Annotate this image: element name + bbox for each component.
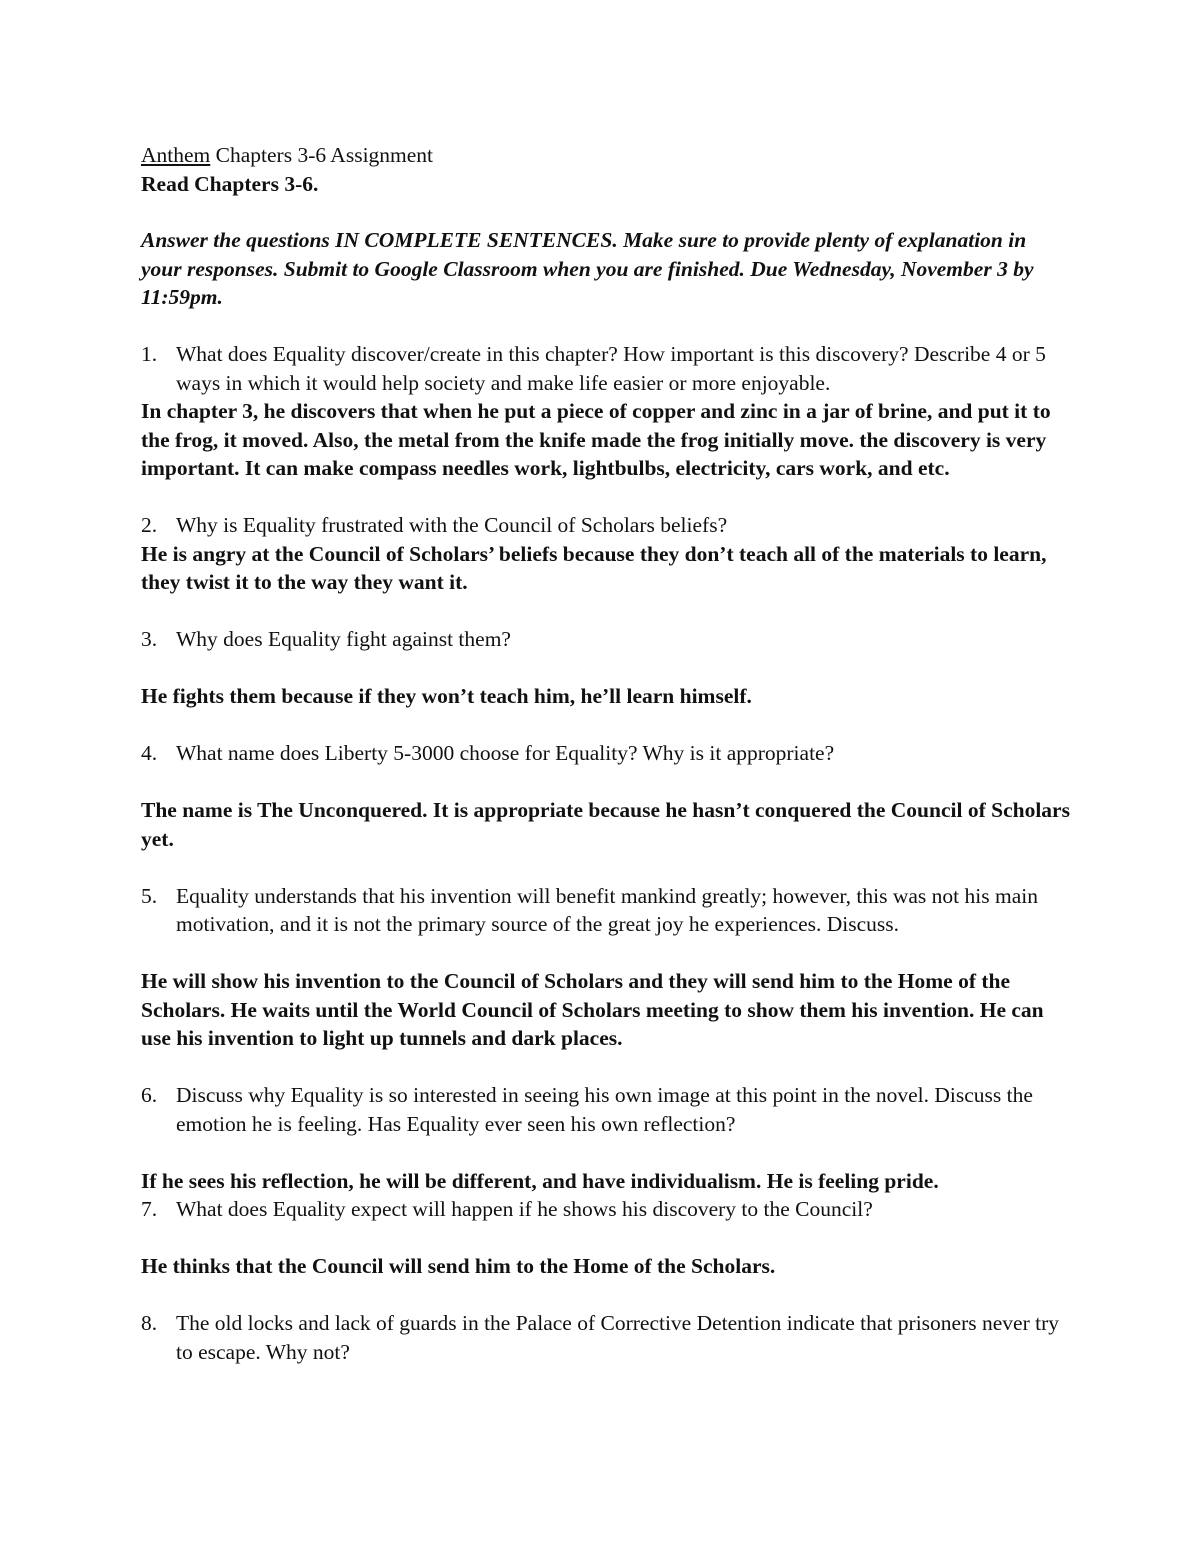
spacer — [141, 939, 1071, 968]
reading-instruction: Read Chapters 3-6. — [141, 171, 319, 196]
answer-2: He is angry at the Council of Scholars’ beliefs because they don’t teach all of the materials to learn, they twist it to the way they want it. — [141, 541, 1047, 594]
assignment-title-rest: Chapters 3-6 Assignment — [210, 143, 434, 167]
spacer — [141, 711, 1071, 740]
question-number: 4. — [141, 741, 158, 765]
question-text: Why is Equality frustrated with the Council of Scholars beliefs? — [176, 513, 728, 537]
answer-4: The name is The Unconquered. It is appropriate because he hasn’t conquered the Council of Scholars yet. — [141, 798, 1070, 851]
answer-3: He fights them because if they won’t teach him, he’ll learn himself. — [141, 684, 752, 708]
question-number: 1. — [141, 342, 158, 366]
spacer — [141, 1224, 1071, 1253]
question-number: 6. — [141, 1083, 158, 1107]
spacer — [141, 483, 1071, 512]
answer-6: If he sees his reflection, he will be different, and have individualism. He is feeling pride. — [141, 1168, 939, 1193]
spacer — [141, 1138, 1071, 1167]
question-number: 5. — [141, 883, 158, 908]
question-number: 3. — [141, 627, 158, 651]
question-text: Equality understands that his invention will benefit mankind greatly; however, this was not his main motivation, and it is not the primary source of the great joy he experiences. Discuss. — [176, 883, 1038, 936]
question-text: Why does Equality fight against them? — [176, 627, 511, 651]
spacer — [141, 312, 1071, 341]
question-7 — [141, 1195, 1071, 1224]
spacer — [141, 853, 1071, 882]
question-text: What name does Liberty 5-3000 choose for Equality? Why is it appropriate? — [176, 741, 835, 765]
question-text: The old locks and lack of guards in the Palace of Corrective Detention indicate that prisoners never try to escape. Why not? — [176, 1311, 1059, 1364]
book-title: Anthem — [141, 143, 211, 167]
question-5 — [141, 882, 1071, 939]
question-6 — [141, 1081, 1071, 1138]
question-3 — [141, 625, 1071, 654]
assignment-instructions: Answer the questions IN COMPLETE SENTENCES. Make sure to provide plenty of explanation in your responses. Submit to Google Classroom when you are finished. Due Wednesday, November 3 by 11:59pm. — [141, 228, 1034, 309]
question-2 — [141, 511, 1071, 540]
question-number: 7. — [141, 1197, 158, 1221]
spacer — [141, 768, 1071, 797]
question-text: What does Equality discover/create in this chapter? How important is this discovery? Describe 4 or 5 ways in which it would help society and make life easier or more enjoyable. — [176, 342, 1046, 395]
question-8 — [141, 1309, 1071, 1366]
spacer — [141, 1053, 1071, 1082]
question-text: What does Equality expect will happen if he shows his discovery to the Council? — [176, 1197, 873, 1221]
question-4 — [141, 739, 1071, 768]
assignment-title — [141, 141, 1071, 170]
assignment-page — [141, 141, 1071, 1366]
question-1 — [141, 340, 1071, 397]
spacer — [141, 597, 1071, 626]
answer-7: He thinks that the Council will send him to the Home of the Scholars. — [141, 1254, 776, 1278]
question-text: Discuss why Equality is so interested in seeing his own image at this point in the novel. Discuss the emotion he is feeling. Has Equality ever seen his own reflection? — [176, 1083, 1033, 1136]
answer-1: In chapter 3, he discovers that when he put a piece of copper and zinc in a jar of brine, and put it to the frog, it moved. Also, the metal from the knife made the frog initially move. the discovery is very important. It can make compass needles work, lightbulbs, electricity, cars work, and etc. — [141, 399, 1051, 480]
question-number: 8. — [141, 1311, 158, 1335]
answer-5: He will show his invention to the Council of Scholars and they will send him to the Home of the Scholars. He waits until the World Council of Scholars meeting to show them his invention. He can use his invention to light up tunnels and dark places. — [141, 969, 1044, 1050]
spacer — [141, 1281, 1071, 1310]
question-number: 2. — [141, 513, 158, 537]
spacer — [141, 654, 1071, 683]
